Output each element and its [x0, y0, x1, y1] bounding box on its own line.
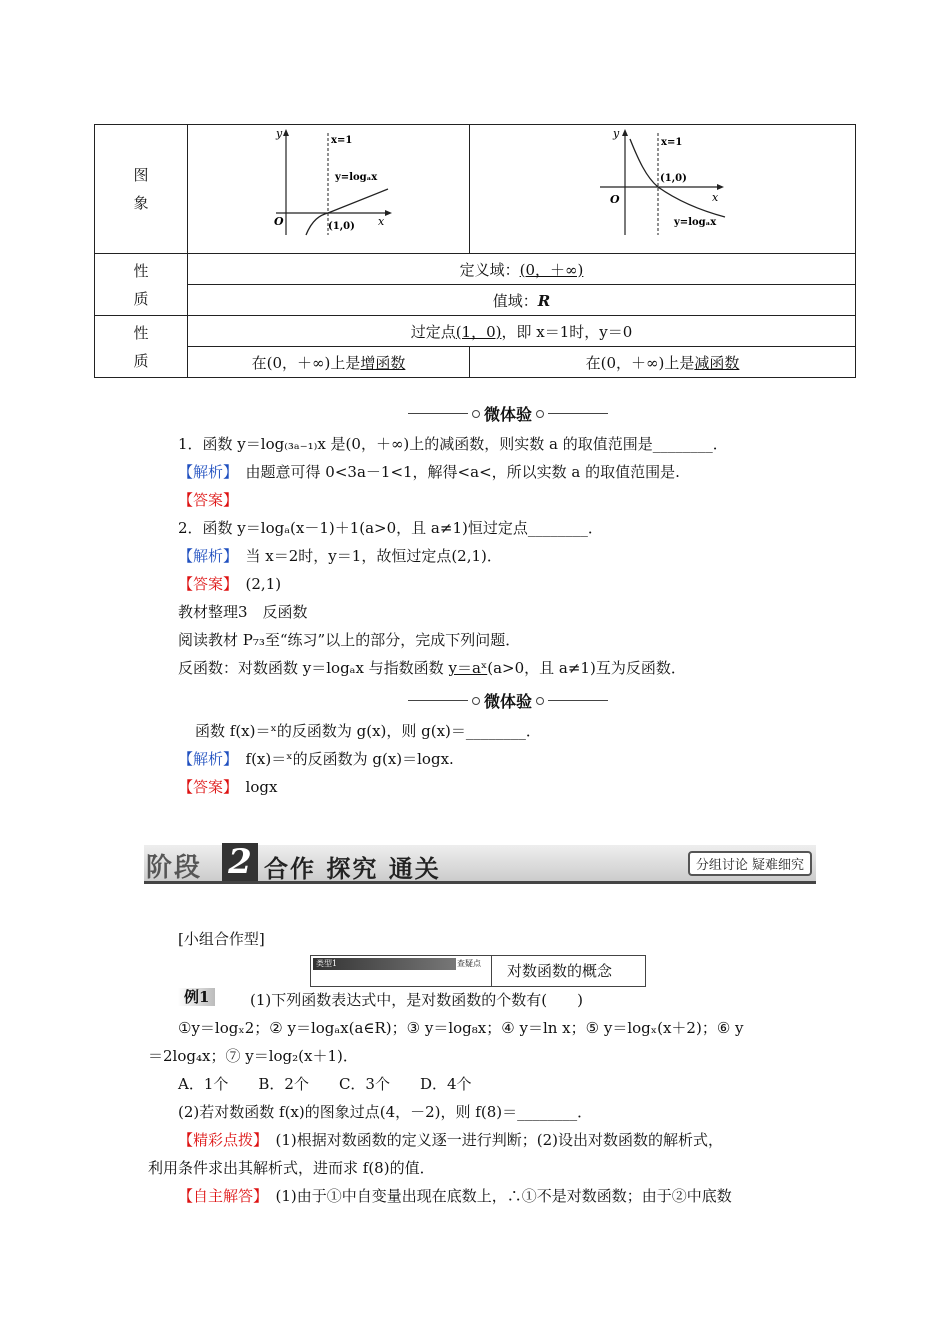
question-2: 2．函数 y＝logₐ(x－1)＋1(a>0，且 a≠1)恒过定点________．	[178, 519, 603, 537]
example-choices: A．1个 B．2个 C．3个 D．4个	[178, 1075, 472, 1093]
group-type-label: [小组合作型]	[178, 930, 265, 948]
example-items-1: ①y＝logₓ2；② y＝logₐx(a∈R)；③ y＝log₈x；④ y＝ln x；⑤ y＝logₓ(x＋2)；⑥ y	[178, 1019, 744, 1037]
question-1: 1．函数 y＝log₍₃ₐ₋₁₎x 是(0，＋∞)上的减函数，则实数 a 的取值范围是________．	[178, 435, 728, 453]
divider-micro-experience-2	[408, 689, 608, 712]
decreasing-cell	[470, 347, 856, 378]
q1-answer	[178, 489, 238, 510]
curve-label: y=logₐx	[335, 172, 378, 183]
reading-instruction: 阅读教材 P₇₃至“练习”以上的部分，完成下列问题．	[178, 631, 521, 649]
self-solve-text: (1)由于①中自变量出现在底数上，∴①不是对数函数；由于②中底数	[275, 1187, 732, 1205]
divider-title: 微体验	[484, 692, 533, 711]
answer-text: logx	[245, 778, 278, 796]
log-graph-decreasing	[470, 125, 855, 249]
log-graph-increasing	[188, 125, 469, 249]
row-label-properties-2: 性 质	[95, 316, 188, 378]
analysis-tag: 【解析】	[178, 547, 231, 565]
x-axis-label: x	[712, 191, 719, 204]
example-tip	[178, 1129, 723, 1150]
point-label: (1,0)	[328, 221, 355, 232]
self-solve-tag: 【自主解答】	[178, 1187, 261, 1205]
fixed-point-label: 过定点	[410, 322, 456, 341]
tip-text-1: (1)根据对数函数的定义逐一进行判断；(2)设出对数函数的解析式，	[275, 1131, 724, 1149]
inverse-pre: 反函数：对数函数 y＝logₐx 与指数函数	[178, 659, 449, 677]
graph-decreasing	[470, 125, 856, 254]
type-name: 对数函数的概念	[507, 962, 613, 980]
range-value: R	[537, 291, 551, 310]
example-q2: (2)若对数函数 f(x)的图象过点(4，－2)，则 f(8)＝________．	[178, 1103, 593, 1121]
analysis-tag: 【解析】	[178, 750, 231, 768]
example-tip-2: 利用条件求出其解析式，进而求 f(8)的值．	[148, 1159, 435, 1177]
divider-micro-experience	[408, 402, 608, 425]
q1-analysis	[178, 461, 680, 482]
inverse-post: (a>0，且 a≠1)互为反函数．	[487, 659, 686, 677]
type-label: 类型1	[313, 958, 456, 970]
y-axis-label: y	[613, 127, 620, 140]
analysis-text: 当 x＝2时，y＝1，故恒过定点(2,1)．	[245, 547, 502, 565]
example-q1: (1)下列函数表达式中，是对数函数的个数有( )	[250, 991, 583, 1009]
decreasing-label: 在(0，＋∞)上是	[585, 353, 695, 372]
answer-tag: 【答案】	[178, 491, 239, 509]
q3-analysis	[178, 748, 454, 769]
analysis-tag: 【解析】	[178, 463, 231, 481]
question-3: 函数 f(x)＝ˣ的反函数为 g(x)，则 g(x)＝________．	[195, 722, 541, 740]
divider-title: 微体验	[484, 405, 533, 424]
answer-text: (2,1)	[245, 575, 282, 593]
stage-number: 2	[222, 843, 258, 881]
increasing-cell	[188, 347, 470, 378]
range-label: 值域：	[492, 291, 538, 310]
answer-tag: 【答案】	[178, 575, 231, 593]
y-axis-label: y	[276, 127, 283, 140]
fixed-point-cell	[188, 316, 856, 347]
inverse-underlined: y＝aˣ	[448, 659, 488, 677]
section-3-heading: 教材整理3 反函数	[178, 603, 308, 621]
range-cell	[188, 285, 856, 316]
q2-answer	[178, 573, 281, 594]
type-small-label: 查疑点	[457, 959, 481, 968]
origin-label: O	[610, 193, 620, 206]
example-self-solve	[178, 1185, 732, 1206]
stage-label: 阶段	[146, 853, 203, 883]
fixed-point-value: (1，0)	[455, 322, 502, 341]
x-axis-label: x	[378, 215, 385, 228]
stage-tag: 分组讨论 疑难细究	[688, 851, 812, 876]
vline-label: x=1	[661, 137, 683, 148]
row-label-image: 图 象	[95, 125, 188, 254]
domain-cell	[188, 254, 856, 285]
answer-tag: 【答案】	[178, 778, 231, 796]
q3-answer	[178, 776, 277, 797]
analysis-text: f(x)＝ˣ的反函数为 g(x)＝logx.	[245, 750, 454, 768]
increasing-value: 增函数	[360, 353, 406, 372]
q2-analysis	[178, 545, 502, 566]
decreasing-value: 减函数	[694, 353, 740, 372]
analysis-text: 由题意可得 0<3a－1<1，解得<a<，所以实数 a 的取值范围是.	[245, 463, 680, 481]
graph-increasing	[188, 125, 470, 254]
origin-label: O	[274, 215, 284, 228]
properties-table	[94, 124, 856, 378]
fixed-point-desc: ，即 x＝1时，y＝0	[501, 322, 633, 341]
vline-label: x=1	[331, 135, 353, 146]
tip-tag: 【精彩点拨】	[178, 1131, 261, 1149]
inverse-definition	[178, 657, 686, 678]
stage-title: 合作 探究 通关	[264, 854, 441, 883]
example-items-2: ＝2log₄x；⑦ y＝log₂(x＋1)．	[148, 1047, 358, 1065]
increasing-label: 在(0，＋∞)上是	[251, 353, 361, 372]
row-label-properties: 性 质	[95, 254, 188, 316]
curve-label: y=logₐx	[674, 217, 717, 228]
stage-banner	[144, 842, 816, 884]
type-box	[310, 955, 646, 987]
domain-value: (0，＋∞)	[519, 260, 584, 279]
point-label: (1,0)	[660, 173, 687, 184]
example-tag: 例1	[178, 988, 215, 1006]
domain-label: 定义域：	[459, 260, 520, 279]
